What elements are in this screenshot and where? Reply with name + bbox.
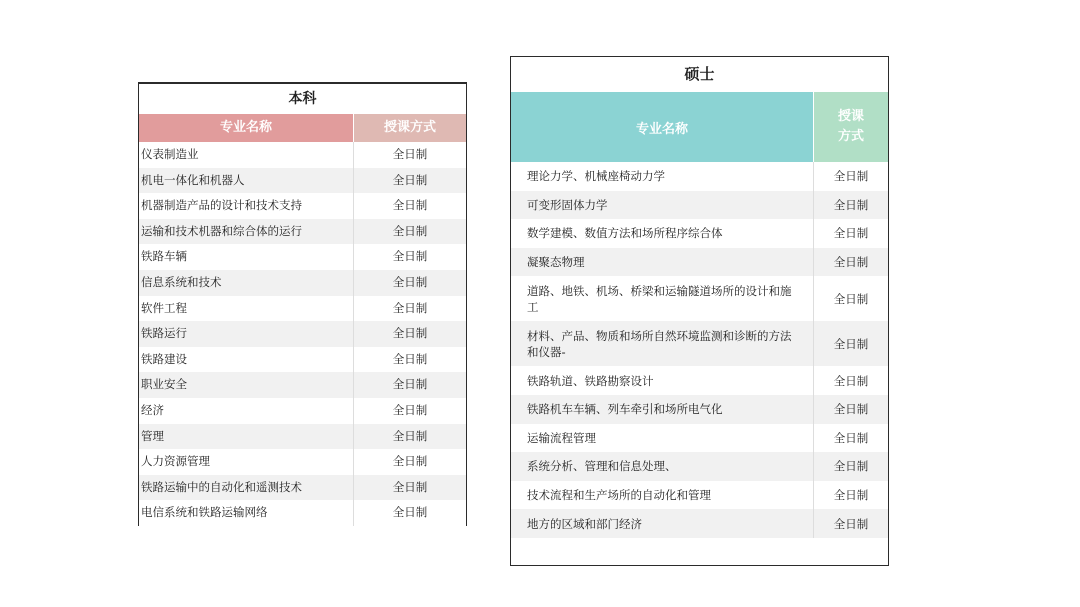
master-row-study-mode: 全日制: [813, 276, 888, 321]
bachelor-table-row: [139, 321, 466, 347]
bachelor-table-row: [139, 398, 466, 424]
bachelor-row-major-name: 机电一体化和机器人: [141, 172, 245, 187]
bachelor-row-study-mode: 全日制: [353, 372, 466, 398]
bachelor-row-study-mode: 全日制: [353, 398, 466, 424]
master-row-study-mode: 全日制: [813, 162, 888, 191]
bachelor-row-study-mode: 全日制: [353, 296, 466, 322]
master-table-row: [511, 481, 888, 510]
bachelor-table-row: [139, 424, 466, 450]
bachelor-row-major-name: 铁路运输中的自动化和遥测技术: [141, 479, 302, 494]
master-header-mode: 授课方式: [813, 92, 888, 162]
master-row-study-mode: 全日制: [813, 424, 888, 453]
bachelor-row-major-name: 机器制造产品的设计和技术支持: [141, 198, 302, 213]
bachelor-row-major-name: 经济: [141, 402, 164, 417]
master-table-row: [511, 452, 888, 481]
master-row-major-name: 材料、产品、物质和场所自然环境监测和诊断的方法和仪器-: [527, 328, 792, 359]
bachelor-row-study-mode: 全日制: [353, 347, 466, 373]
master-table-row: [511, 191, 888, 220]
bachelor-row-major-name: 人力资源管理: [141, 454, 210, 469]
bachelor-header-mode: 授课方式: [353, 114, 466, 142]
bachelor-table-row: [139, 500, 466, 526]
bachelor-row-major-name: 仪表制造业: [141, 147, 199, 161]
bachelor-table-row: [139, 270, 466, 296]
bachelor-row-study-mode: 全日制: [353, 424, 466, 450]
bachelor-table: [138, 82, 467, 526]
bachelor-row-major-name: 铁路车辆: [141, 249, 187, 264]
master-table-row: [511, 509, 888, 538]
bachelor-table-header: [139, 114, 466, 142]
master-table-body: [511, 162, 888, 538]
master-row-major-name: 可变形固体力学: [527, 197, 608, 212]
master-row-major-name: 铁路轨道、铁路勘察设计: [527, 373, 654, 388]
bachelor-row-study-mode: 全日制: [353, 244, 466, 270]
bachelor-row-major-name: 管理: [141, 428, 164, 443]
master-row-study-mode: 全日制: [813, 481, 888, 510]
bachelor-row-study-mode: 全日制: [353, 321, 466, 347]
master-table-title: 硕士: [684, 65, 715, 83]
bachelor-row-study-mode: 全日制: [353, 449, 466, 475]
master-row-study-mode: 全日制: [813, 219, 888, 248]
bachelor-row-major-name: 铁路建设: [141, 351, 187, 366]
bachelor-table-row: [139, 244, 466, 270]
bachelor-row-major-name: 职业安全: [141, 377, 187, 392]
bachelor-table-row: [139, 347, 466, 373]
master-table-row: [511, 321, 888, 366]
master-table-row: [511, 395, 888, 424]
master-row-study-mode: 全日制: [813, 321, 888, 366]
bachelor-row-major-name: 铁路运行: [141, 326, 187, 341]
bachelor-table-row: [139, 296, 466, 322]
master-table-row: [511, 366, 888, 395]
bachelor-row-major-name: 电信系统和铁路运输网络: [141, 505, 268, 520]
master-row-study-mode: 全日制: [813, 395, 888, 424]
bachelor-header-name: 专业名称: [139, 114, 353, 142]
master-table-row: [511, 424, 888, 453]
master-table-row: [511, 276, 888, 321]
master-row-study-mode: 全日制: [813, 366, 888, 395]
master-row-major-name: 铁路机车车辆、列车牵引和场所电气化: [527, 402, 723, 417]
master-table-row: [511, 219, 888, 248]
bachelor-table-row: [139, 193, 466, 219]
bachelor-row-study-mode: 全日制: [353, 475, 466, 501]
master-table: [510, 56, 889, 566]
master-row-major-name: 理论力学、机械座椅动力学: [527, 169, 665, 184]
bachelor-table-row: [139, 475, 466, 501]
bachelor-table-title: 本科: [288, 91, 317, 107]
master-row-study-mode: 全日制: [813, 191, 888, 220]
bachelor-row-study-mode: 全日制: [353, 500, 466, 526]
bachelor-row-study-mode: 全日制: [353, 142, 466, 168]
master-table-row: [511, 162, 888, 191]
bachelor-row-study-mode: 全日制: [353, 219, 466, 245]
bachelor-table-row: [139, 372, 466, 398]
bachelor-row-study-mode: 全日制: [353, 168, 466, 194]
bachelor-table-row: [139, 219, 466, 245]
master-row-major-name: 数学建模、数值方法和场所程序综合体: [527, 226, 723, 241]
master-table-row: [511, 248, 888, 277]
master-row-study-mode: 全日制: [813, 509, 888, 538]
bachelor-row-study-mode: 全日制: [353, 193, 466, 219]
master-row-major-name: 凝聚态物理: [527, 255, 585, 270]
master-header-name: 专业名称: [511, 92, 813, 162]
bachelor-table-body: [139, 142, 466, 526]
master-table-header: [511, 92, 888, 162]
bachelor-table-row: [139, 168, 466, 194]
master-row-major-name: 道路、地铁、机场、桥梁和运输隧道场所的设计和施工: [527, 283, 792, 314]
bachelor-table-row: [139, 449, 466, 475]
master-row-major-name: 系统分析、管理和信息处理、: [527, 459, 677, 474]
bachelor-row-major-name: 运输和技术机器和综合体的运行: [141, 223, 302, 238]
bachelor-table-row: [139, 142, 466, 168]
master-row-major-name: 地方的区域和部门经济: [527, 516, 642, 531]
master-row-major-name: 技术流程和生产场所的自动化和管理: [527, 488, 711, 503]
bachelor-row-major-name: 信息系统和技术: [141, 274, 222, 289]
master-row-major-name: 运输流程管理: [527, 430, 596, 445]
bachelor-row-major-name: 软件工程: [141, 300, 187, 315]
bachelor-row-study-mode: 全日制: [353, 270, 466, 296]
master-row-study-mode: 全日制: [813, 452, 888, 481]
master-row-study-mode: 全日制: [813, 248, 888, 277]
